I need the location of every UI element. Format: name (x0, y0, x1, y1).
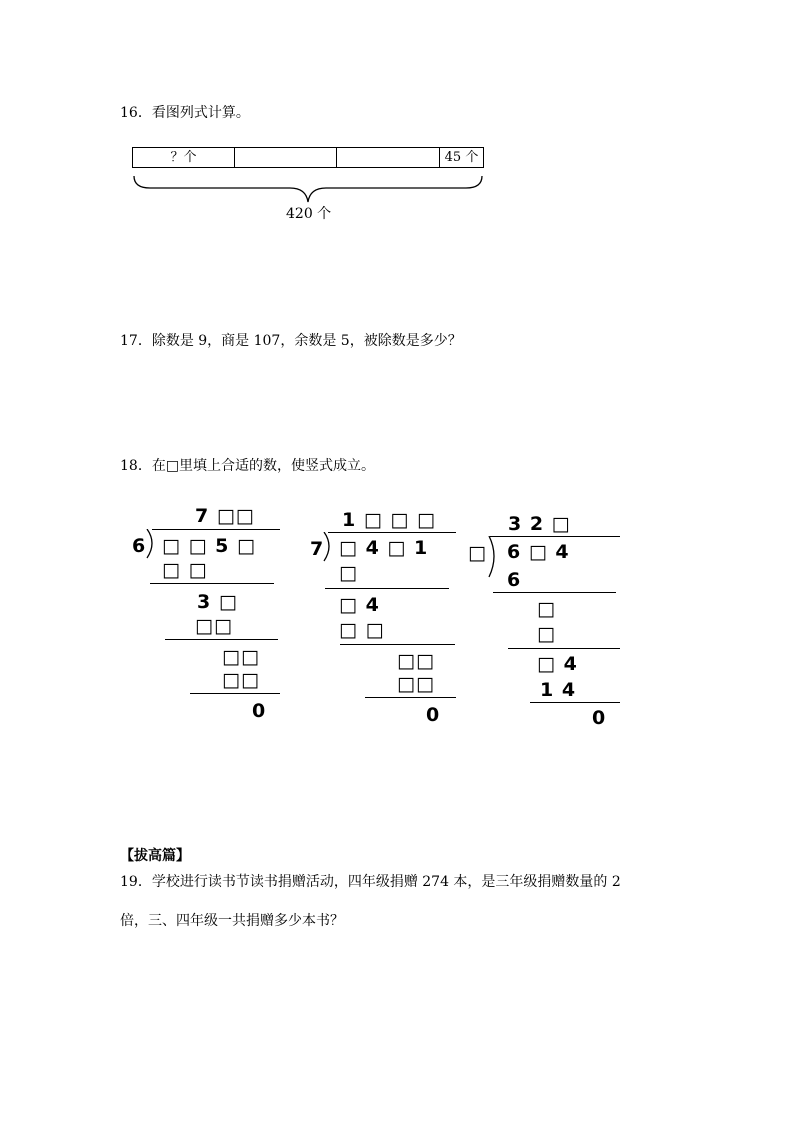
step-row: 1 4 (540, 679, 577, 701)
step-row: □ 4 (537, 653, 578, 675)
step-line (340, 644, 455, 645)
brace-icon (0, 0, 794, 230)
division-bracket-icon (322, 532, 336, 562)
quotient: 3 2 □ (508, 513, 571, 535)
dividend: 6 □ 4 (507, 541, 570, 563)
quotient: 1 □ □ □ (342, 509, 436, 531)
divisor: 7 (310, 538, 325, 560)
remainder: 0 (426, 704, 441, 726)
step-row: □□ (397, 650, 435, 672)
step-row: □ (537, 598, 556, 620)
step-row: □ 4 (339, 594, 380, 616)
division-bracket-icon (487, 536, 501, 578)
step-row: □□ (222, 646, 260, 668)
quotient: 7 □□ (195, 505, 255, 527)
q17-text: 17．除数是 9，商是 107，余数是 5，被除数是多少？ (120, 333, 462, 349)
step-line (493, 592, 616, 593)
dividend: □ 4 □ 1 (339, 537, 429, 559)
step-row: □□ (397, 673, 435, 695)
q18-text: 18．在□里填上合适的数，使竖式成立。 (120, 458, 376, 474)
divisor: □ (468, 542, 487, 564)
remainder: 0 (252, 700, 267, 722)
division-bracket-icon (145, 529, 159, 559)
division-bar (490, 536, 620, 537)
step-row: □ (339, 562, 358, 584)
step-line (165, 639, 278, 640)
step-line (508, 648, 620, 649)
step-row: 3 □ (197, 591, 238, 613)
segment-45: 45 个 (439, 147, 484, 168)
q16-text: 16．看图列式计算。 (120, 105, 250, 121)
step-line (325, 588, 449, 589)
section-title: 【拔高篇】 (120, 848, 190, 864)
division-bar (328, 532, 456, 533)
step-line (190, 693, 280, 694)
step-line (150, 583, 274, 584)
total-label: 420 个 (286, 206, 332, 222)
q19-line1: 19．学校进行读书节读书捐赠活动，四年级捐赠 274 本，是三年级捐赠数量的 2 (120, 874, 621, 890)
divisor: 6 (132, 535, 147, 557)
step-line (530, 702, 620, 703)
division-bar (152, 529, 280, 530)
step-row: □□ (195, 615, 233, 637)
step-row: □ □ (162, 559, 208, 581)
step-row: □ □ (339, 619, 385, 641)
remainder: 0 (592, 707, 607, 729)
step-row: □ (537, 623, 556, 645)
segment-unknown: ？个 (132, 147, 235, 168)
dividend: □ □ 5 □ (162, 535, 256, 557)
step-row: □□ (222, 669, 260, 691)
step-line (365, 697, 456, 698)
q19-line2: 倍，三、四年级一共捐赠多少本书？ (120, 913, 344, 929)
step-row: 6 (507, 569, 522, 591)
